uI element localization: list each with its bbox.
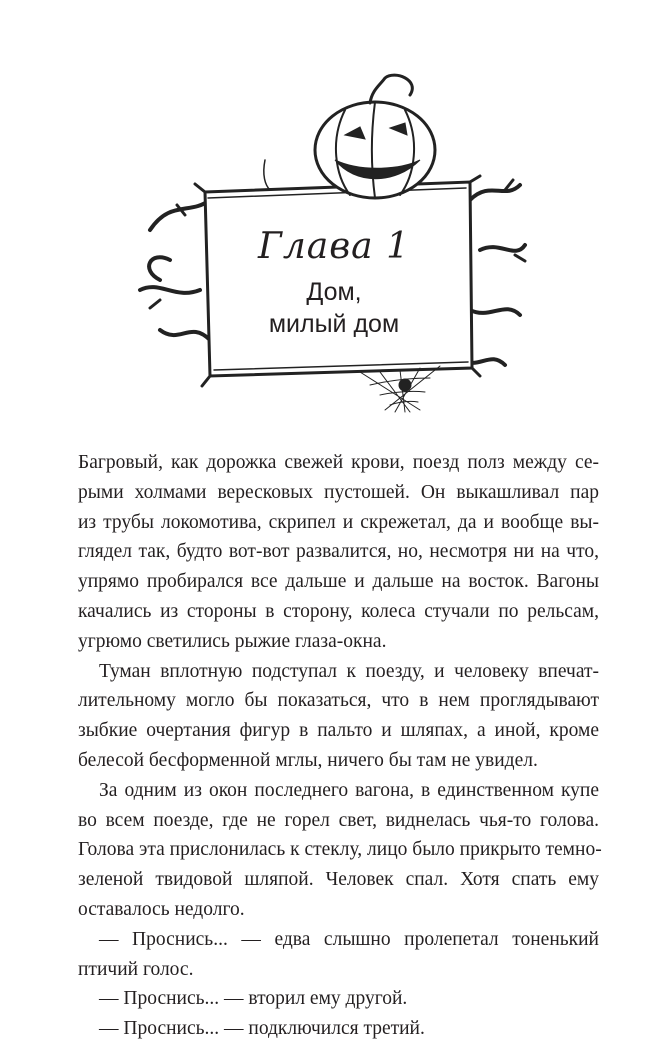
text-line: упрямо пробирался все дальше и дальше на восток. Вагоны [78, 571, 599, 593]
chapter-title-line-1: Дом, [306, 278, 362, 306]
chapter-illustration-pumpkin-sign [0, 0, 668, 430]
text-line: угрюмо светились рыжие глаза-окна. [78, 630, 387, 652]
chapter-number: Глава 1 [258, 226, 410, 267]
text-line: рыми холмами вересковых пустошей. Он выкашливал пар [78, 481, 599, 503]
chapter-body-text [78, 448, 602, 1044]
text-line: из трубы локомотива, скрипел и скрежетал, да и вообще вы- [78, 511, 599, 533]
text-line: качались из стороны в сторону, колеса стучали по рельсам, [78, 600, 599, 622]
text-line: зеленой твидовой шляпой. Человек спал. Хотя спать ему [78, 869, 599, 891]
text-line: За одним из окон последнего вагона, в единственном купе [99, 779, 599, 801]
text-line: — Проснись... — подключился третий. [99, 1018, 425, 1040]
text-line: во всем поезде, где не горел свет, виднелась чья-то голова. [78, 809, 599, 831]
text-line: глядел так, будто вот-вот развалится, но, несмотря ни на что, [78, 541, 599, 563]
text-line: Голова эта прислонилась к стеклу, лицо было прикрыто темно- [78, 839, 602, 861]
chapter-title-line-2: милый дом [268, 310, 400, 338]
text-line: Туман вплотную подступал к поезду, и человеку впечат- [99, 660, 599, 682]
text-line: — Проснись... — вторил ему другой. [99, 988, 408, 1010]
text-line: лительному могло бы показаться, что в нем проглядывают [78, 690, 599, 712]
text-line: оставалось недолго. [78, 898, 245, 920]
pumpkin-icon [315, 75, 435, 198]
spider-icon [399, 379, 411, 391]
text-line: белесой бесформенной мглы, ничего бы там не увидел. [78, 749, 538, 771]
text-line: птичий голос. [78, 958, 194, 980]
text-line: Багровый, как дорожка свежей крови, поезд полз между се- [78, 452, 599, 473]
text-line: — Проснись... — едва слышно пролепетал тоненький [99, 928, 599, 950]
text-line: зыбкие очертания фигур в пальто и шляпах, а иной, кроме [78, 720, 599, 742]
